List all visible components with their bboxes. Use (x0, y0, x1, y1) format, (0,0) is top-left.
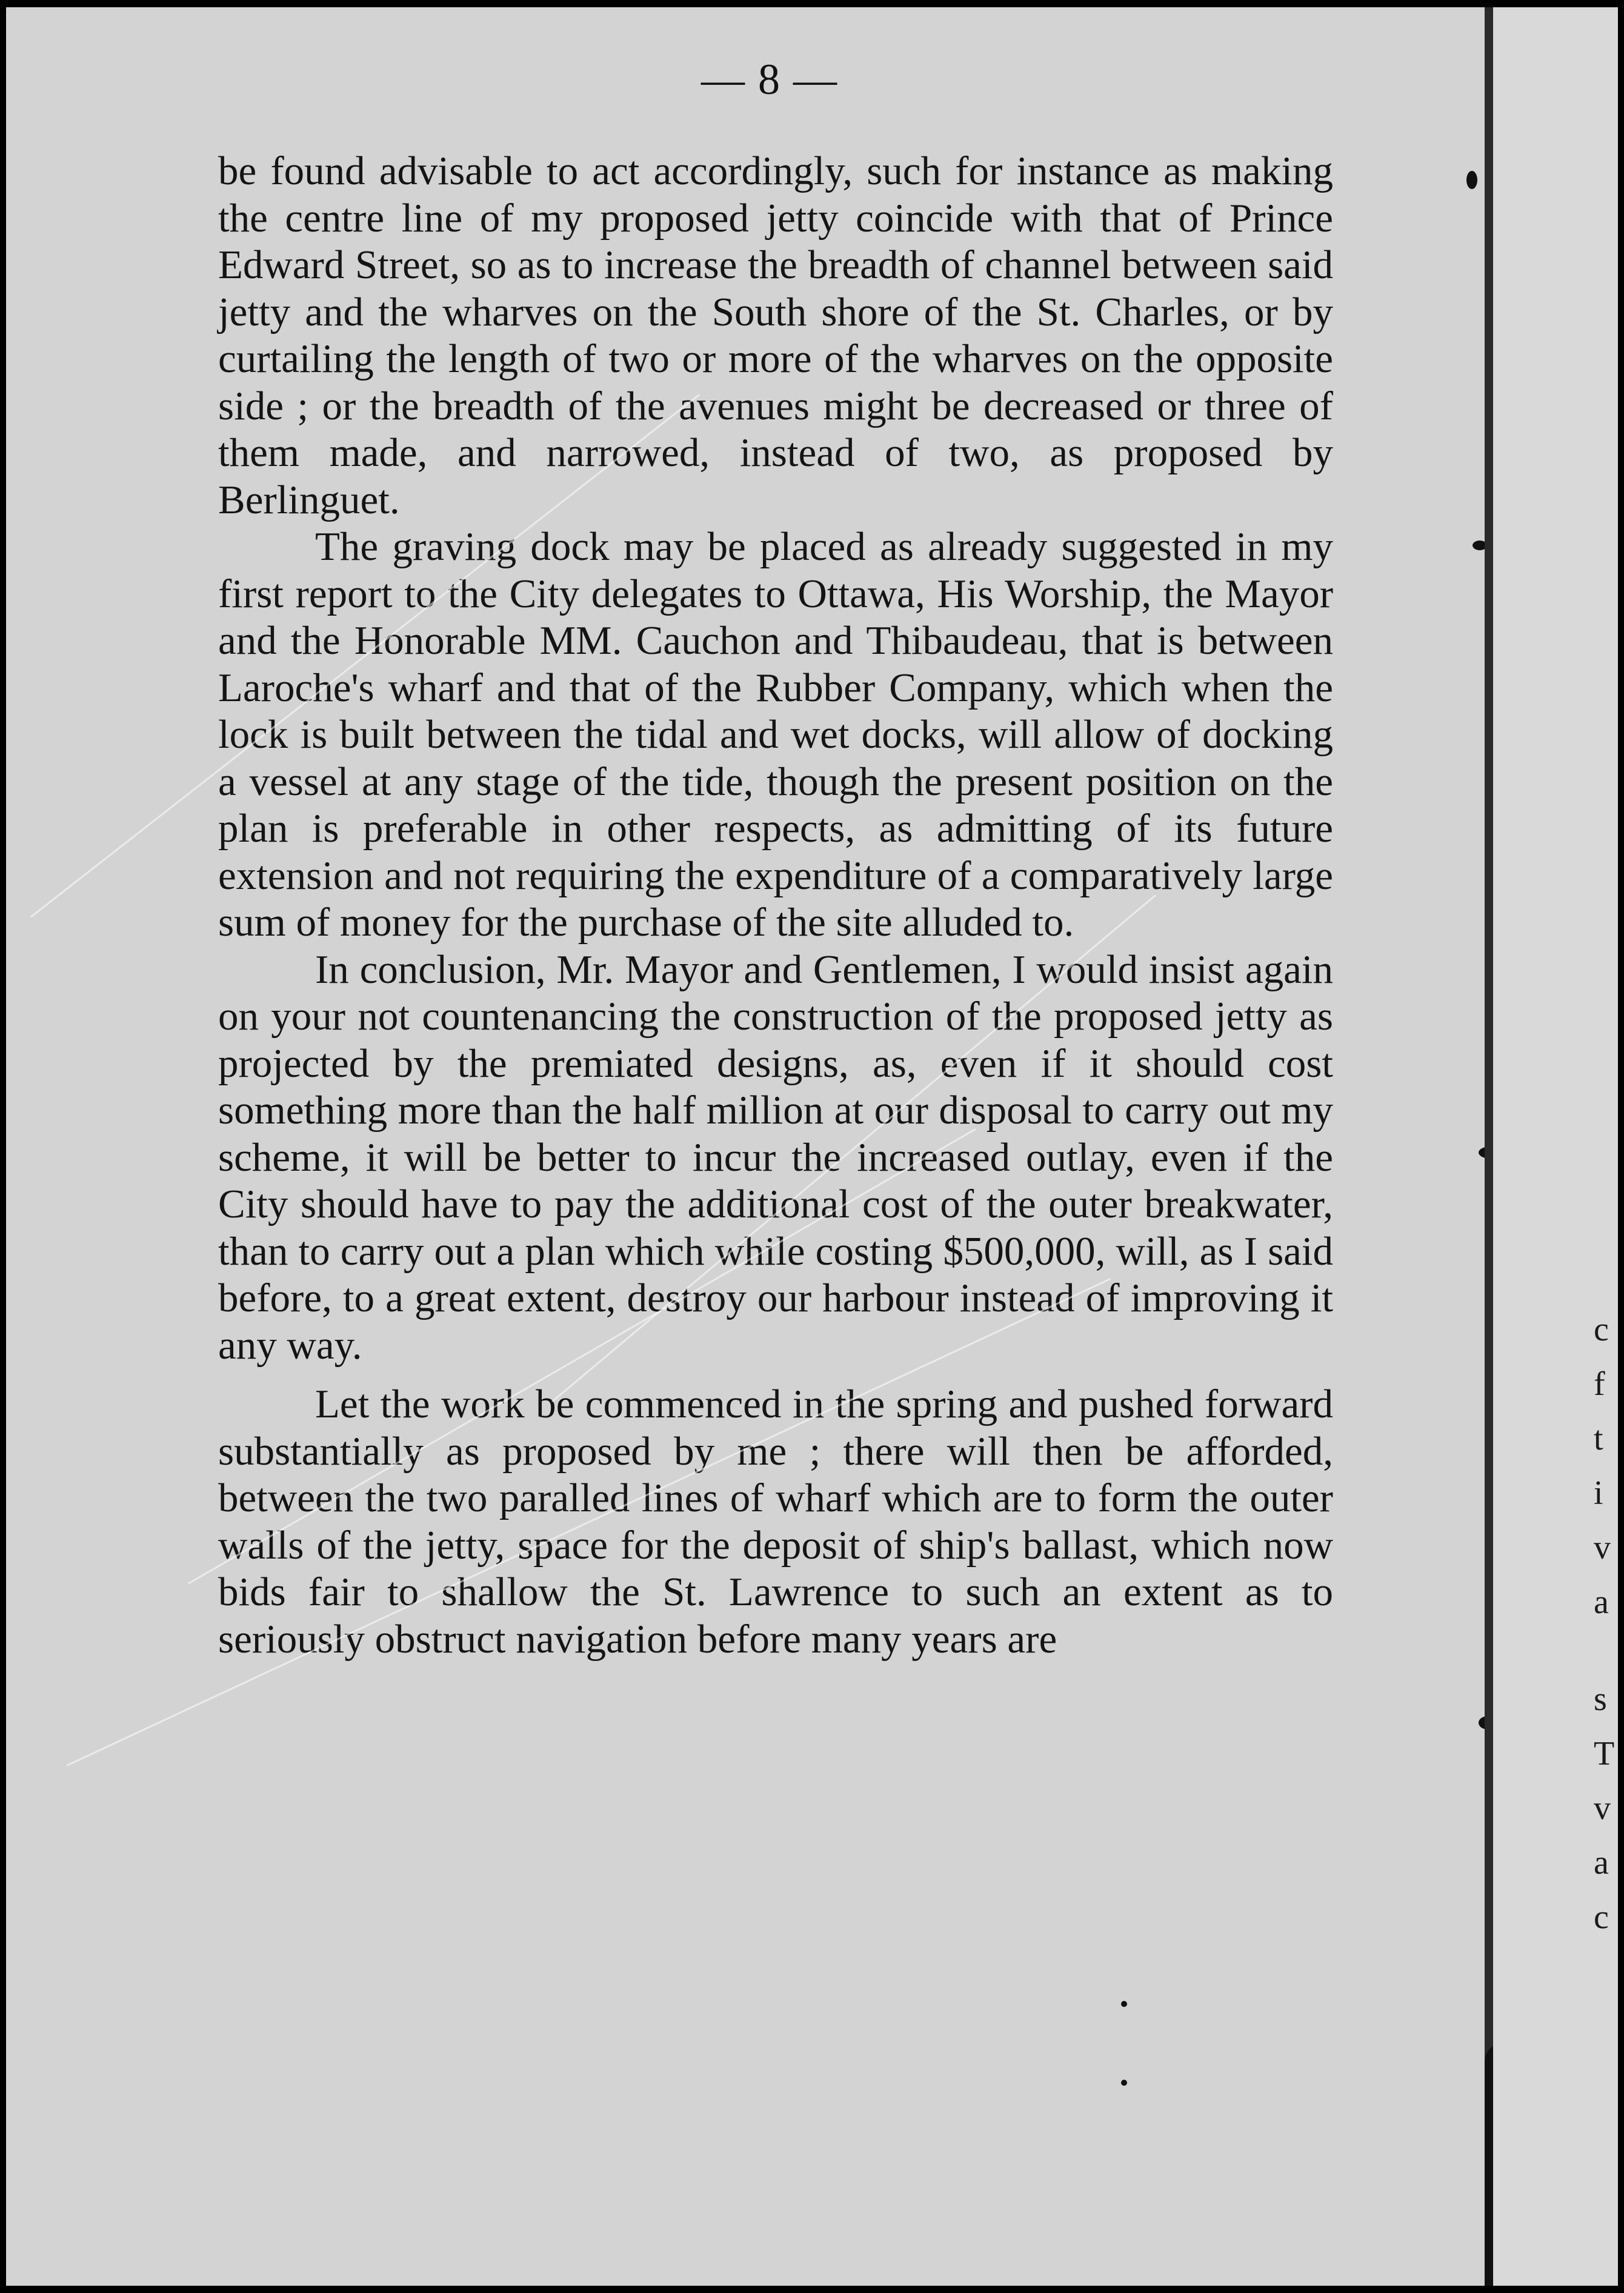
facing-page-letter: c (1594, 1899, 1609, 1936)
page-number: — 8 — (701, 55, 838, 104)
ink-speck (1466, 171, 1477, 189)
page-gutter (1485, 7, 1493, 2286)
facing-page-letter: c (1594, 1311, 1609, 1348)
paragraph-1: be found advisable to act accordingly, such for instance as making the centre line of my proposed jetty coincide with that of Prince Edward Street, so as to increase the breadth of channel between said jetty and the wharves on the South shore of the St. Charles, or by curtailing the length of two or more of the wharves on the opposite side ; or the breadth of the avenues might be decreased or three of them made, and narrowed, instead of two, as proposed by Berlinguet. (218, 148, 1333, 522)
facing-page-letter: s (1594, 1680, 1607, 1718)
facing-page-letter: v (1594, 1789, 1611, 1827)
paragraph-3: In conclusion, Mr. Mayor and Gentlemen, I would insist again on your not countenancing the construction of the proposed jetty as projected by the premiated designs, as, even if it should cost something more than the half million at our disposal to carry out my scheme, it will be better to incur the increased outlay, even if the City should have to pay the additional cost of the outer breakwater, than to carry out a plan which while costing $500,000, will, as I said before, to a great extent, destroy our harbour instead of improving it any way. (218, 947, 1333, 1368)
facing-page-edge (1493, 7, 1618, 2286)
facing-page-letter: i (1594, 1474, 1603, 1512)
facing-page-letter: v (1594, 1529, 1611, 1566)
paragraph-4: Let the work be commenced in the spring and pushed forward substantially as proposed by me ; there will then be afforded, between the two paralled lines of wharf which are to form the outer walls of the jetty, space for the deposit of ship's ballast, which now bids fair to shallow the St. Lawrence to such an extent as to seriously obstruct navigation before many years are (218, 1382, 1333, 1662)
facing-page-letter: T (1594, 1735, 1615, 1772)
facing-page-letter: t (1594, 1420, 1603, 1457)
facing-page-letter: f (1594, 1365, 1605, 1403)
scanned-page (6, 7, 1618, 2286)
facing-page-letter: a (1594, 1583, 1609, 1621)
ink-speck (1121, 2001, 1127, 2007)
paragraph-2: The graving dock may be placed as already suggested in my first report to the City delegates to Ottawa, His Worship, the Mayor and the Honorable MM. Cauchon and Thibaudeau, that is between Laroche's wharf and that of the Rubber Company, which when the lock is built between the tidal and wet docks, will allow of docking a vessel at any stage of the tide, though the present position on the plan is preferable in other respects, as admitting of its future extension and not requiring the expenditure of a comparatively large sum of money for the purchase of the site alluded to. (218, 524, 1333, 945)
ink-speck (1121, 2080, 1127, 2086)
facing-page-letter: a (1594, 1844, 1609, 1882)
